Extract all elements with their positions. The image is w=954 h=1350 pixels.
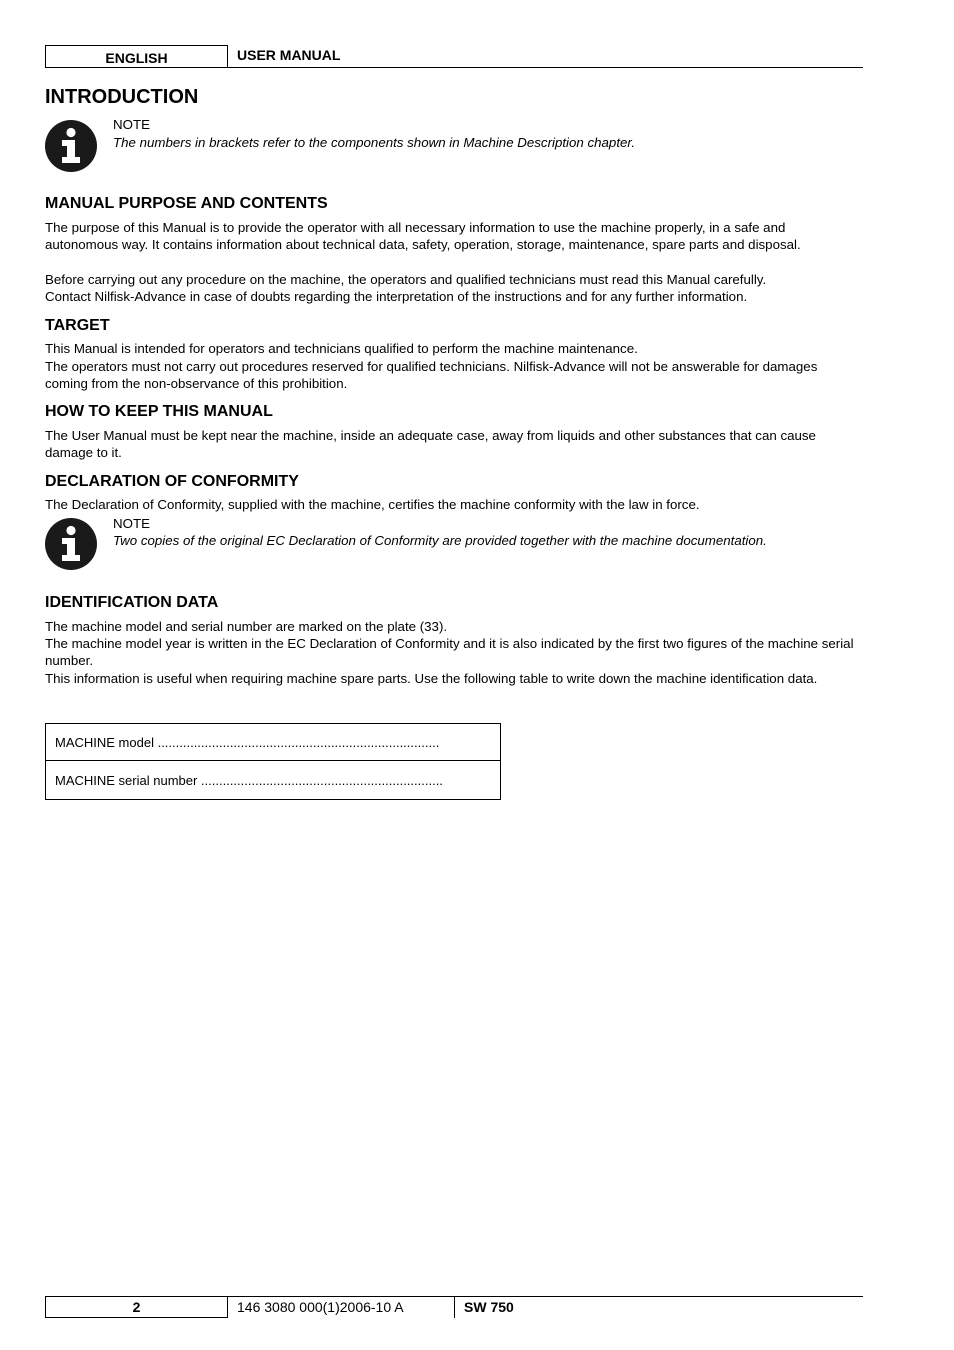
header-rule [45, 67, 863, 68]
keep-paragraph-1: The User Manual must be kept near the machine, inside an adequate case, away from liquids and other substances that can cause damage to it. [45, 428, 816, 461]
section-heading-purpose: MANUAL PURPOSE AND CONTENTS [45, 195, 328, 212]
note-label: NOTE [113, 117, 150, 132]
purpose-paragraph-2: Before carrying out any procedure on the machine, the operators and qualified technicians must read this Manual carefully. [45, 272, 767, 287]
purpose-paragraph-3: Contact Nilfisk-Advance in case of doubts regarding the interpretation of the instructions and for any further information. [45, 289, 748, 304]
conformity-paragraph-1: The Declaration of Conformity, supplied with the machine, certifies the machine conformity with the law in force. [45, 497, 700, 512]
footer-page-number: 2 [45, 1297, 228, 1318]
footer-separator [454, 1297, 455, 1318]
note-label: NOTE [113, 516, 150, 531]
section-heading-identification: IDENTIFICATION DATA [45, 594, 219, 611]
target-paragraph-1: This Manual is intended for operators and technicians qualified to perform the machine maintenance. [45, 341, 638, 356]
machine-model-row: MACHINE model .............................................................................. [46, 724, 500, 761]
footer-model: SW 750 [464, 1299, 514, 1315]
target-paragraph-2: The operators must not carry out procedures reserved for qualified technicians. Nilfisk-Advance will not be answerable for damages coming from the non-observance of this prohibition. [45, 359, 818, 392]
identification-paragraph-3: This information is useful when requiring machine spare parts. Use the following table to write down the machine identification data. [45, 671, 818, 686]
note-text: The numbers in brackets refer to the components shown in Machine Description chapter. [113, 135, 636, 150]
header-title: USER MANUAL [237, 47, 341, 63]
info-icon [45, 518, 97, 570]
footer-document-code: 146 3080 000(1)2006-10 A [237, 1299, 404, 1315]
identification-paragraph-1: The machine model and serial number are marked on the plate (33). [45, 619, 448, 634]
identification-table [45, 723, 501, 800]
machine-serial-row: MACHINE serial number ................................................................... [55, 773, 443, 788]
note-text: Two copies of the original EC Declaration of Conformity are provided together with the machine documentation. [113, 533, 767, 548]
purpose-paragraph-1: The purpose of this Manual is to provide the operator with all necessary information to use the machine properly, in a safe and autonomous way. It contains information about technical data, safety, operation, storage, maintenance, spare parts and disposal. [45, 220, 801, 253]
section-heading-target: TARGET [45, 317, 110, 334]
section-heading-keep: HOW TO KEEP THIS MANUAL [45, 403, 273, 420]
info-icon [45, 120, 97, 172]
identification-paragraph-2: The machine model year is written in the EC Declaration of Conformity and it is also indicated by the first two figures of the machine serial number. [45, 636, 854, 669]
page-title: INTRODUCTION [45, 86, 199, 108]
section-heading-conformity: DECLARATION OF CONFORMITY [45, 473, 299, 490]
header-language: ENGLISH [45, 45, 228, 68]
